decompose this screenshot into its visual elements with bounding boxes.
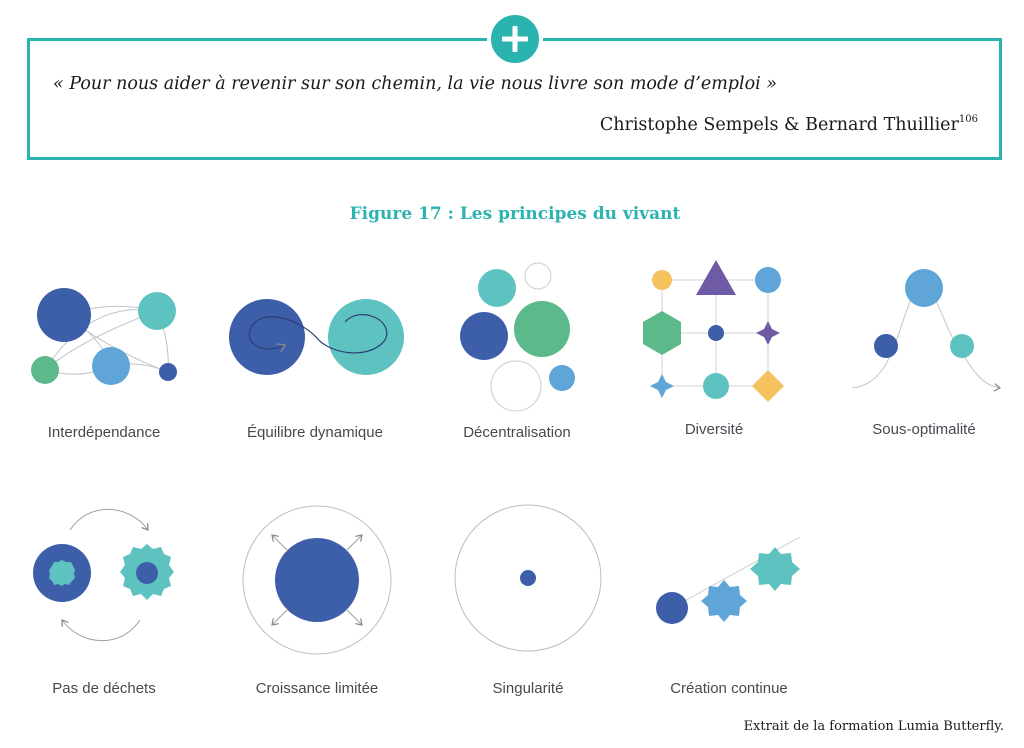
creation-continue-icon [656,537,800,624]
sous-optimalite-icon [852,269,1000,388]
equilibre-dynamique-icon [229,299,404,375]
decentralisation-icon [460,263,575,411]
label-sous-optimalite: Sous-optimalité [872,421,976,438]
label-decentralisation: Décentralisation [463,424,571,441]
diversite-icon [643,260,784,402]
pas-de-dechets-icon [33,509,174,640]
singularite-icon [455,505,601,651]
label-pas-de-dechets: Pas de déchets [52,680,156,697]
footnote-ref: 106 [958,114,978,125]
figure-title: Figure 17 : Les principes du vivant [349,204,681,224]
croissance-limitee-icon [243,506,391,654]
quote-text: « Pour nous aider à revenir sur son chemin, la vie nous livre son mode d’emploi » [53,74,778,94]
label-croissance-limitee: Croissance limitée [255,680,379,697]
author-name: Christophe Sempels & Bernard Thuillier [599,115,959,135]
interdependance-icon [31,288,177,385]
label-equilibre-dynamique: Équilibre dynamique [247,424,383,441]
label-singularite: Singularité [492,680,564,697]
label-interdependance: Interdépendance [47,424,161,441]
label-diversite: Diversité [684,421,744,438]
label-creation-continue: Création continue [670,680,788,697]
source-credit: Extrait de la formation Lumia Butterfly. [743,719,1004,734]
